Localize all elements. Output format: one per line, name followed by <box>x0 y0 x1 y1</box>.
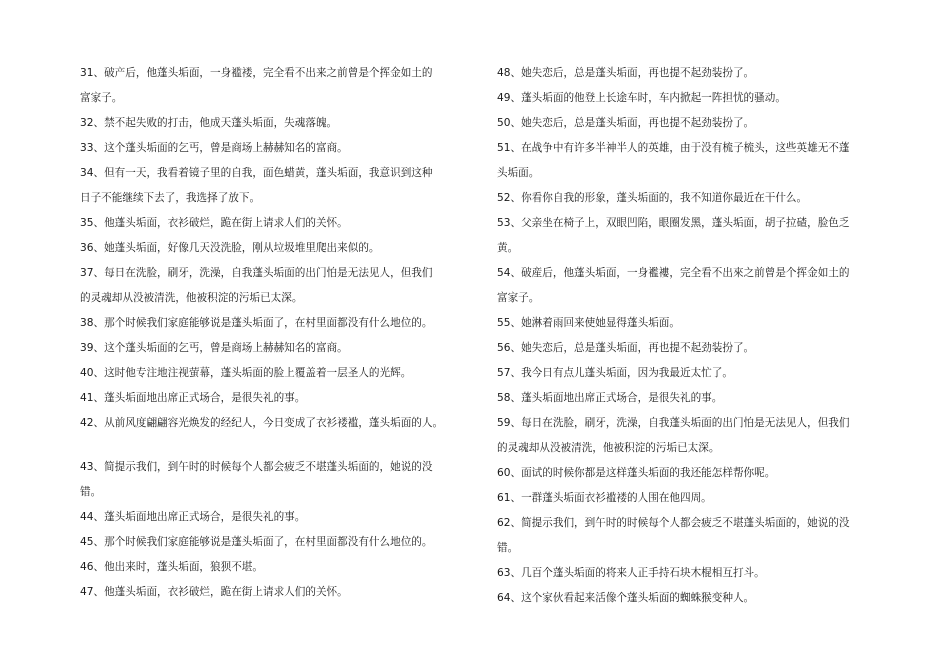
sentence-line: 47、他蓬头垢面，衣衫破烂，跪在街上请求人们的关怀。 <box>80 586 348 598</box>
sentence-line: 富家子。 <box>80 92 123 104</box>
sentence-line: 31、破产后，他蓬头垢面，一身褴褛，完全看不出来之前曾是个挥金如土的 <box>80 67 433 79</box>
sentence-line: 56、她失恋后，总是蓬头垢面，再也提不起劲装扮了。 <box>497 342 755 354</box>
sentence-line: 33、这个蓬头垢面的乞丐，曾是商场上赫赫知名的富商。 <box>80 142 348 154</box>
sentence-line: 42、从前风度翩翩容光焕发的经纪人，今日变成了衣衫褛褴，蓬头垢面的人。 <box>80 417 444 429</box>
sentence-line: 36、她蓬头垢面，好像几天没洗脸，刚从垃圾堆里爬出来似的。 <box>80 242 380 254</box>
sentence-line: 39、这个蓬头垢面的乞丐，曾是商场上赫赫知名的富商。 <box>80 342 348 354</box>
sentence-line: 35、他蓬头垢面，衣衫破烂，跪在街上请求人们的关怀。 <box>80 217 348 229</box>
sentence-line: 61、一群蓬头垢面衣衫褴褛的人围在他四周。 <box>497 492 712 504</box>
sentence-line: 的灵魂却从没被清洗，他被积淀的污垢已太深。 <box>80 292 303 304</box>
sentence-line: 54、破産后，他蓬头垢面，一身襤褸，完全看不出來之前曾是个挥金如土的 <box>497 267 850 279</box>
sentence-line: 57、我今日有点儿蓬头垢面，因为我最近太忙了。 <box>497 367 733 379</box>
sentence-line: 64、这个家伙看起来活像个蓬头垢面的蜘蛛猴变种人。 <box>497 592 755 604</box>
sentence-line: 错。 <box>80 486 102 498</box>
sentence-line: 黄。 <box>497 242 519 254</box>
sentence-line: 63、几百个蓬头垢面的将来人正手持石块木棍相互打斗。 <box>497 567 765 579</box>
sentence-line: 错。 <box>497 542 519 554</box>
sentence-line: 62、简提示我们，到午时的时候每个人都会疲乏不堪蓬头垢面的，她说的没 <box>497 517 850 529</box>
sentence-line: 60、面试的时候你都是这样蓬头垢面的我还能怎样帮你呢。 <box>497 467 776 479</box>
sentence-line: 55、她淋着雨回来使她显得蓬头垢面。 <box>497 317 680 329</box>
sentence-line: 32、禁不起失败的打击，他成天蓬头垢面，失魂落魄。 <box>80 117 338 129</box>
sentence-line: 43、简提示我们，到午时的时候每个人都会疲乏不堪蓬头垢面的，她说的没 <box>80 461 433 473</box>
sentence-line: 38、那个时候我们家庭能够说是蓬头垢面了，在村里面都没有什么地位的。 <box>80 317 433 329</box>
sentence-line: 50、她失恋后，总是蓬头垢面，再也提不起劲装扮了。 <box>497 117 755 129</box>
sentence-line: 37、每日在洗脸，刷牙，洗澡，自我蓬头垢面的出门怕是无法见人，但我们 <box>80 267 433 279</box>
sentence-line: 53、父亲坐在椅子上，双眼凹陷，眼圈发黑，蓬头垢面，胡子拉碴，脸色乏 <box>497 217 850 229</box>
sentence-line: 40、这时他专注地注视萤幕，蓬头垢面的脸上覆盖着一层圣人的光辉。 <box>80 367 412 379</box>
sentence-line: 头垢面。 <box>497 167 540 179</box>
sentence-line: 58、蓬头垢面地出席正式场合，是很失礼的事。 <box>497 392 723 404</box>
sentence-line: 49、蓬头垢面的他登上长途车时，车内掀起一阵担忧的骚动。 <box>497 92 786 104</box>
sentence-line: 44、蓬头垢面地出席正式场合，是很失礼的事。 <box>80 511 306 523</box>
sentence-line: 富家子。 <box>497 292 540 304</box>
sentence-line: 41、蓬头垢面地出席正式场合，是很失礼的事。 <box>80 392 306 404</box>
sentence-line: 34、但有一天，我看着镜子里的自我，面色蜡黄，蓬头垢面，我意识到这种 <box>80 167 433 179</box>
sentence-line: 的灵魂却从没被清洗，他被积淀的污垢已太深。 <box>497 442 720 454</box>
sentence-line: 59、每日在洗脸，刷牙，洗澡，自我蓬头垢面的出门怕是无法见人，但我们 <box>497 417 850 429</box>
sentence-line: 46、他出来时，蓬头垢面，狼狈不堪。 <box>80 561 263 573</box>
sentence-line: 52、你看你自我的形象，蓬头垢面的，我不知道你最近在干什么。 <box>497 192 808 204</box>
sentence-line: 48、她失恋后，总是蓬头垢面，再也提不起劲装扮了。 <box>497 67 755 79</box>
sentence-line: 45、那个时候我们家庭能够说是蓬头垢面了，在村里面都没有什么地位的。 <box>80 536 433 548</box>
sentence-line: 51、在战争中有许多半神半人的英雄，由于没有梳子梳头，这些英雄无不蓬 <box>497 142 850 154</box>
sentence-line: 日子不能继续下去了，我选择了放下。 <box>80 192 261 204</box>
